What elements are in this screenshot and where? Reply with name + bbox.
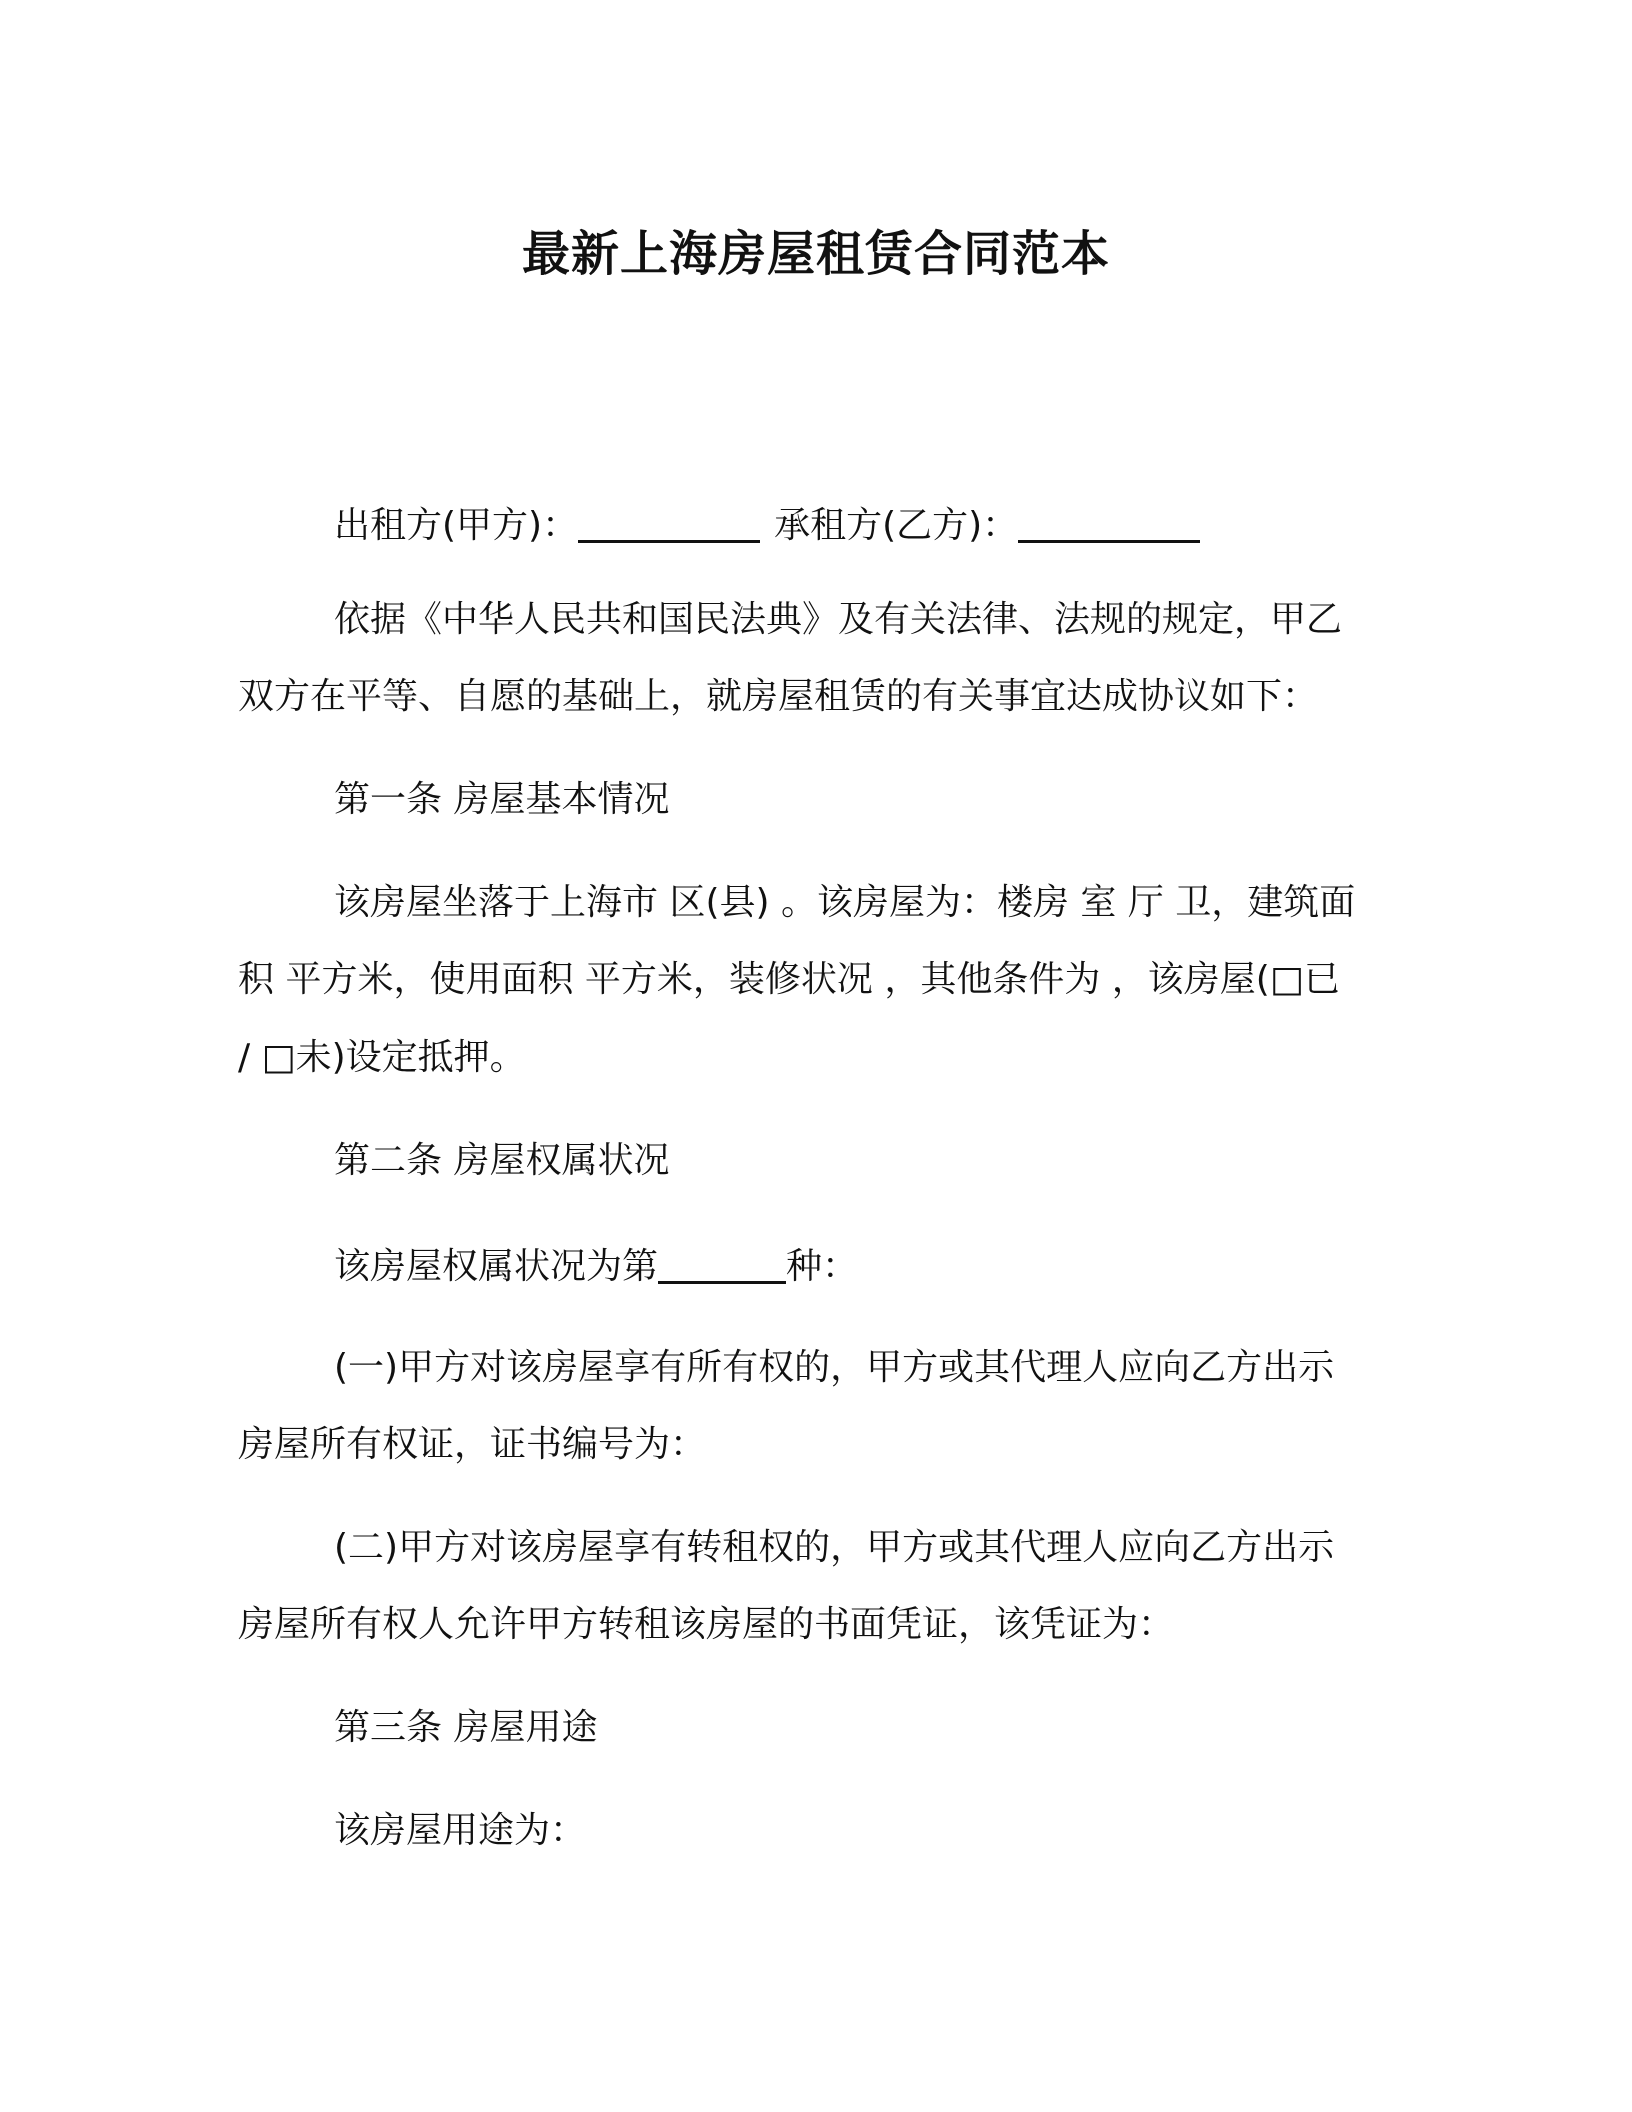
article2-item2-line-2: 房屋所有权人允许甲方转租该房屋的书面凭证，该凭证为：: [238, 1604, 1175, 1645]
parties-line: [334, 500, 1200, 549]
lessor-blank: [578, 506, 760, 543]
article2-status-line: [334, 1241, 858, 1290]
article1-heading: 第一条 房屋基本情况: [334, 779, 670, 820]
article1-line-1: 该房屋坐落于上海市 区(县) 。该房屋为：楼房 室 厅 卫，建筑面: [334, 882, 1356, 923]
article2-item2-line-1: (二)甲方对该房屋享有转租权的，甲方或其代理人应向乙方出示: [334, 1527, 1335, 1568]
status-suffix: 种：: [786, 1246, 859, 1287]
lessee-label: 承租方(乙方)：: [774, 505, 1019, 546]
article2-heading: 第二条 房屋权属状况: [334, 1140, 670, 1181]
article2-item1-line-1: (一)甲方对该房屋享有所有权的，甲方或其代理人应向乙方出示: [334, 1347, 1335, 1388]
status-blank: [658, 1247, 786, 1284]
lessor-label: 出租方(甲方)：: [334, 505, 579, 546]
preamble-line-1: 依据《中华人民共和国民法典》及有关法律、法规的规定，甲乙: [334, 599, 1343, 640]
article2-item1-line-2: 房屋所有权证，证书编号为：: [238, 1424, 707, 1465]
document-title: 最新上海房屋租赁合同范本: [521, 226, 1110, 282]
article3-line-1: 该房屋用途为：: [334, 1810, 587, 1851]
article1-line-3: / □未)设定抵押。: [238, 1037, 526, 1078]
preamble-line-2: 双方在平等、自愿的基础上，就房屋租赁的有关事宜达成协议如下：: [238, 676, 1319, 717]
lessee-blank: [1018, 506, 1200, 543]
article1-line-2: 积 平方米，使用面积 平方米，装修状况 ，其他条件为 ，该房屋(□已: [238, 959, 1340, 1000]
article3-heading: 第三条 房屋用途: [334, 1707, 598, 1748]
status-prefix: 该房屋权属状况为第: [334, 1246, 659, 1287]
